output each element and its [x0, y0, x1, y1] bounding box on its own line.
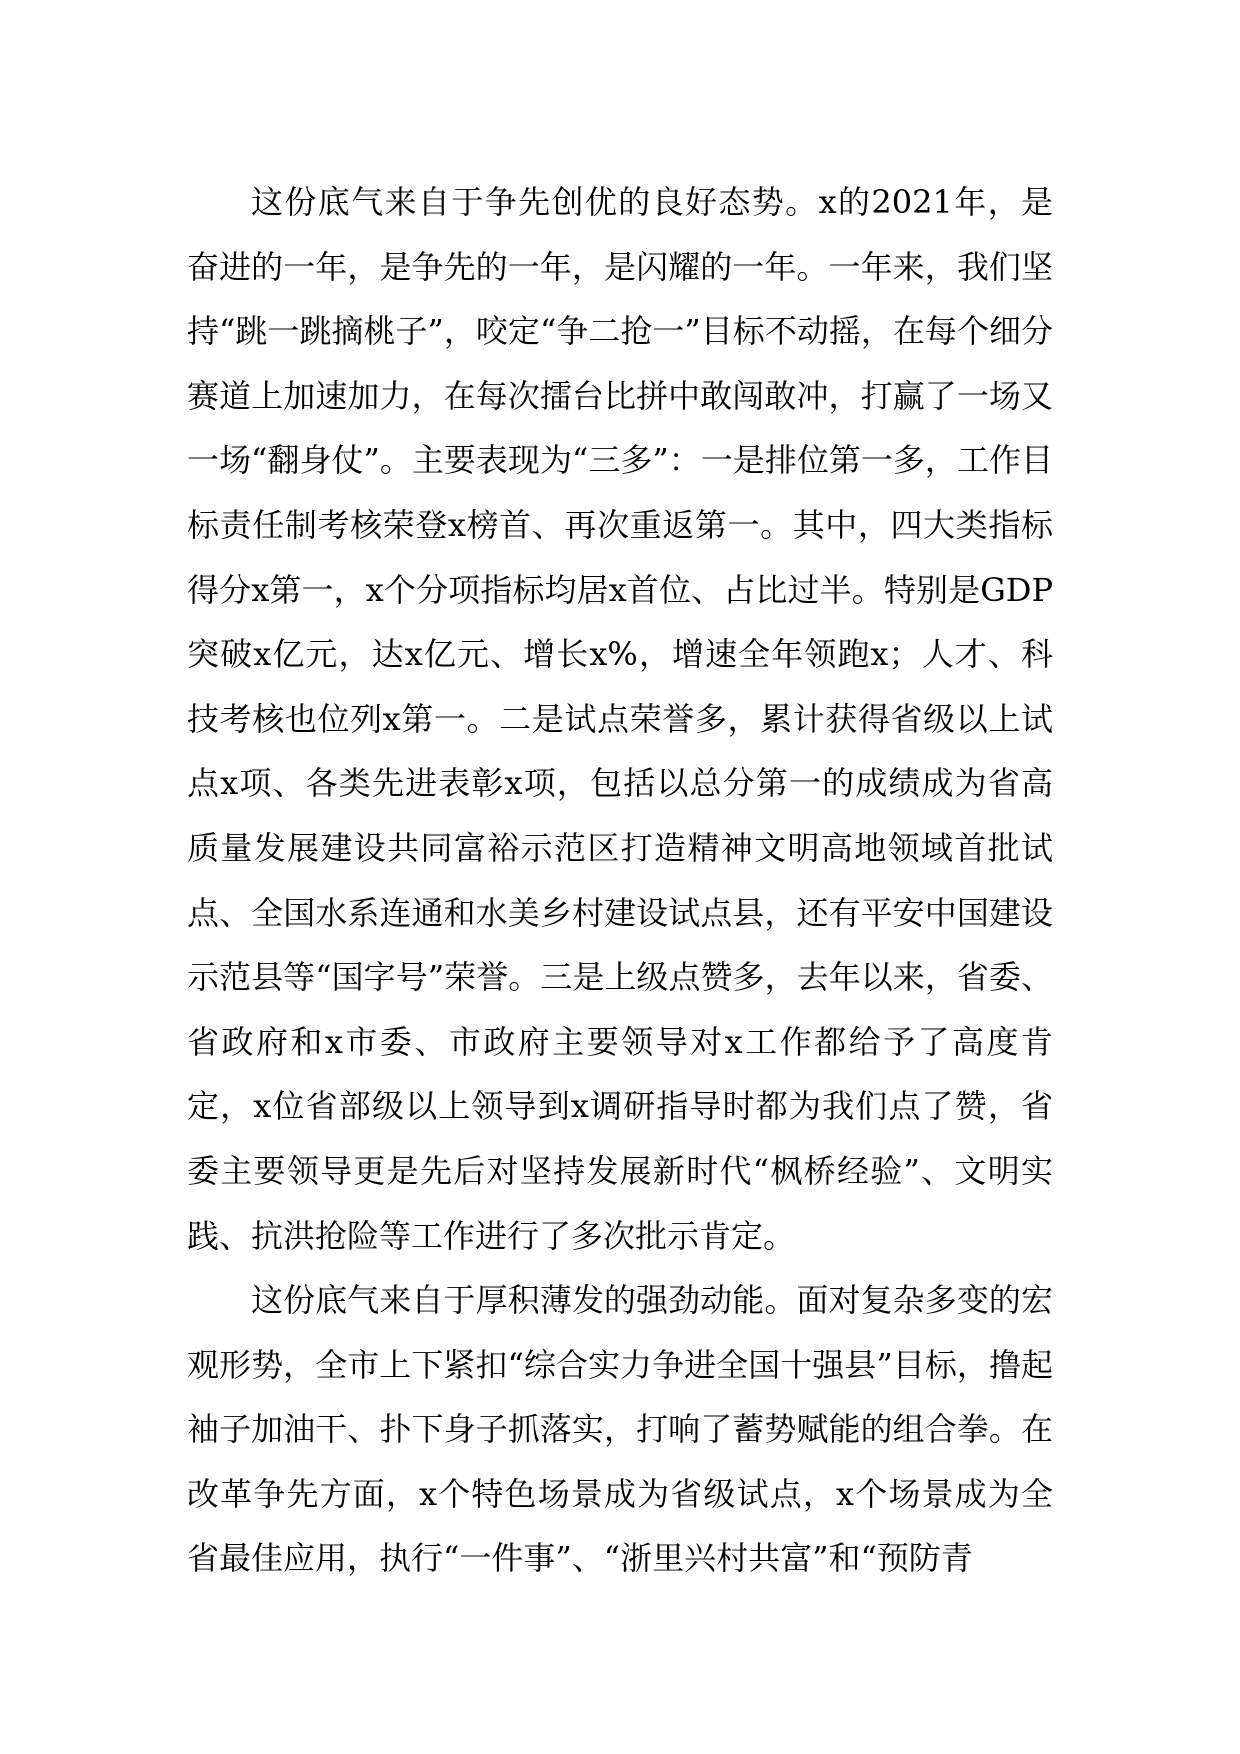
- body-text: [187, 170, 1053, 1591]
- paragraph-1: 这份底气来自于争先创优的良好态势。x的2021年，是奋进的一年，是争先的一年，是闪耀的一年。一年来，我们坚持“跳一跳摘桃子”，咬定“争二抢一”目标不动摇，在每个细分赛道上加速加力，在每次擂台比拼中敢闯敢冲，打赢了一场又一场“翻身仗”。主要表现为“三多”：一是排位第一多，工作目标责任制考核荣登x榜首、再次重返第一。其中，四大类指标得分x第一，x个分项指标均居x首位、占比过半。特别是GDP突破x亿元，达x亿元、增长x%，增速全年领跑x；人才、科技考核也位列x第一。二是试点荣誉多，累计获得省级以上试点x项、各类先进表彰x项，包括以总分第一的成绩成为省高质量发展建设共同富裕示范区打造精神文明高地领域首批试点、全国水系连通和水美乡村建设试点县，还有平安中国建设示范县等“国字号”荣誉。三是上级点赞多，去年以来，省委、省政府和x市委、市政府主要领导对x工作都给予了高度肯定，x位省部级以上领导到x调研指导时都为我们点了赞，省委主要领导更是先后对坚持发展新时代“枫桥经验”、文明实践、抗洪抢险等工作进行了多次批示肯定。: [187, 183, 1053, 1255]
- paragraph-2: 这份底气来自于厚积薄发的强劲动能。面对复杂多变的宏观形势，全市上下紧扣“综合实力争进全国十强县”目标，撸起袖子加油干、扑下身子抓落实，打响了蓄势赋能的组合拳。在改革争先方面，x个特色场景成为省级试点，x个场景成为全省最佳应用，执行“一件事”、“浙里兴村共富”和“预防青: [187, 1281, 1053, 1578]
